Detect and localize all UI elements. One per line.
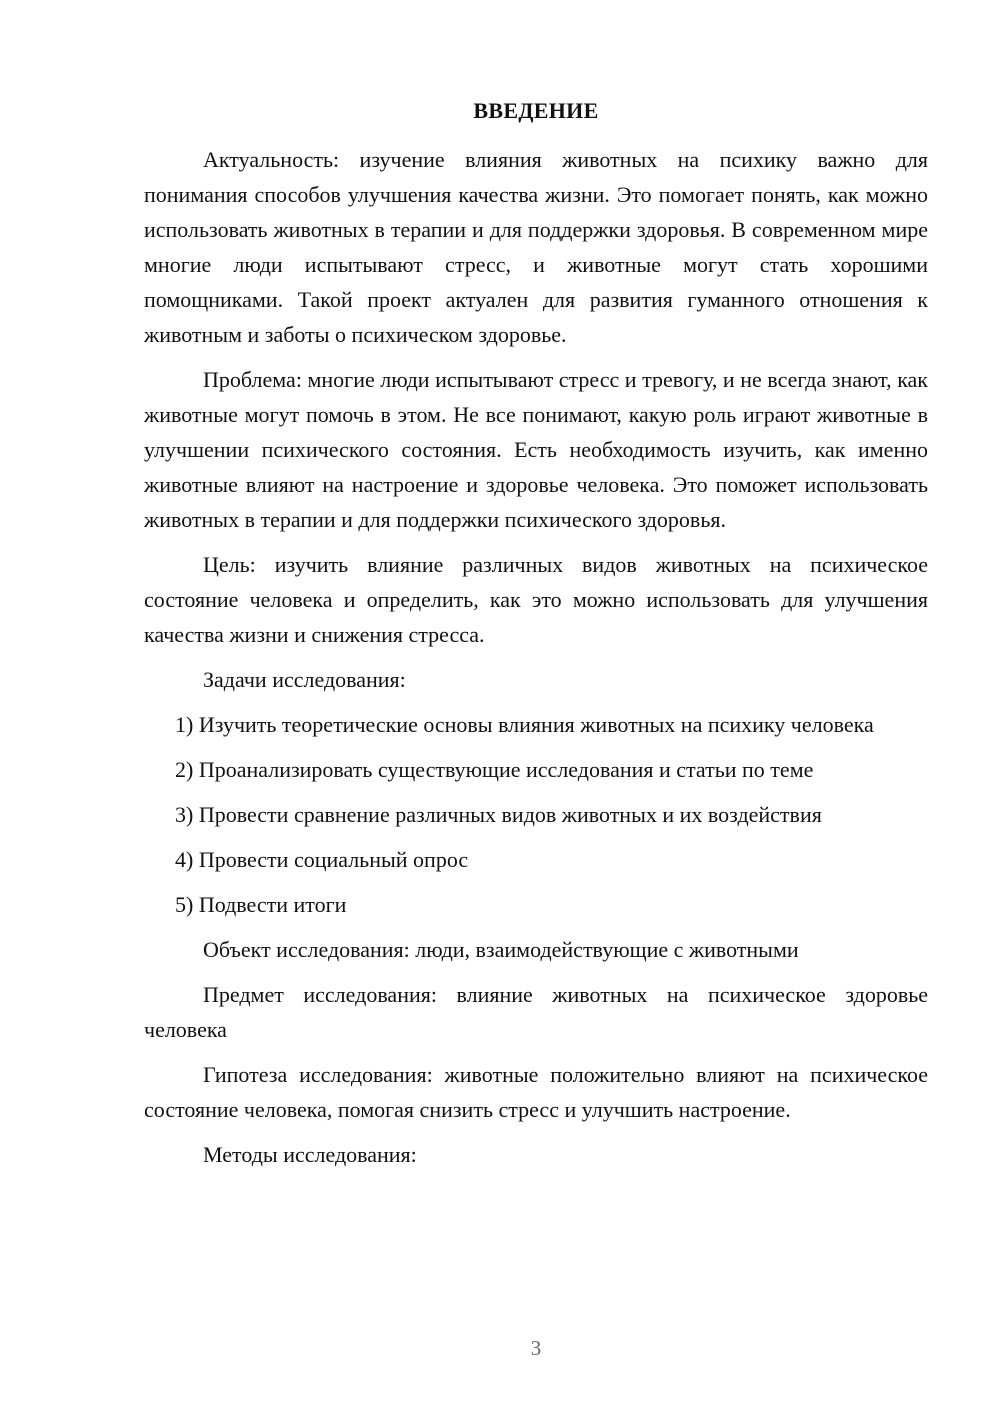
list-item: 1) Изучить теоретические основы влияния животных на психику человека	[175, 712, 874, 737]
page-title: ВВЕДЕНИЕ	[473, 98, 599, 123]
list-item: 5) Подвести итоги	[175, 892, 347, 917]
paragraph-goal: Цель: изучить влияние различных видов животных на психическое состояние человека и определить, как это можно использовать для улучшения качества жизни и снижения стресса.	[144, 552, 928, 647]
paragraph-methods: Методы исследования:	[203, 1142, 417, 1167]
document-body	[144, 142, 928, 1182]
paragraph-problem: Проблема: многие люди испытывают стресс и тревогу, и не всегда знают, как животные могут помочь в этом. Не все понимают, какую роль играют животные в улучшении психического состояния. Есть необходимость изучить, как именно животные влияют на настроение и здоровье человека. Это поможет использовать животных в терапии и для поддержки психического здоровья.	[144, 367, 928, 532]
paragraph-relevance: Актуальность: изучение влияния животных на психику важно для понимания способов улучшения качества жизни. Это помогает понять, как можно использовать животных в терапии и для поддержки здоровья. В современном мире многие люди испытывают стресс, и животные могут стать хорошими помощниками. Такой проект актуален для развития гуманного отношения к животным и заботы о психическом здоровье.	[144, 147, 928, 347]
paragraph-hypothesis: Гипотеза исследования: животные положительно влияют на психическое состояние человека, помогая снизить стресс и улучшить настроение.	[144, 1062, 928, 1122]
list-item: 2) Проанализировать существующие исследования и статьи по теме	[175, 757, 814, 782]
paragraph-subject: Предмет исследования: влияние животных на психическое здоровье человека	[144, 982, 928, 1042]
page-number: 3	[530, 1336, 542, 1360]
paragraph-tasks-heading: Задачи исследования:	[203, 667, 406, 692]
paragraph-object: Объект исследования: люди, взаимодействующие с животными	[203, 937, 799, 962]
list-item: 4) Провести социальный опрос	[175, 847, 469, 872]
list-item: 3) Провести сравнение различных видов животных и их воздействия	[175, 802, 822, 827]
